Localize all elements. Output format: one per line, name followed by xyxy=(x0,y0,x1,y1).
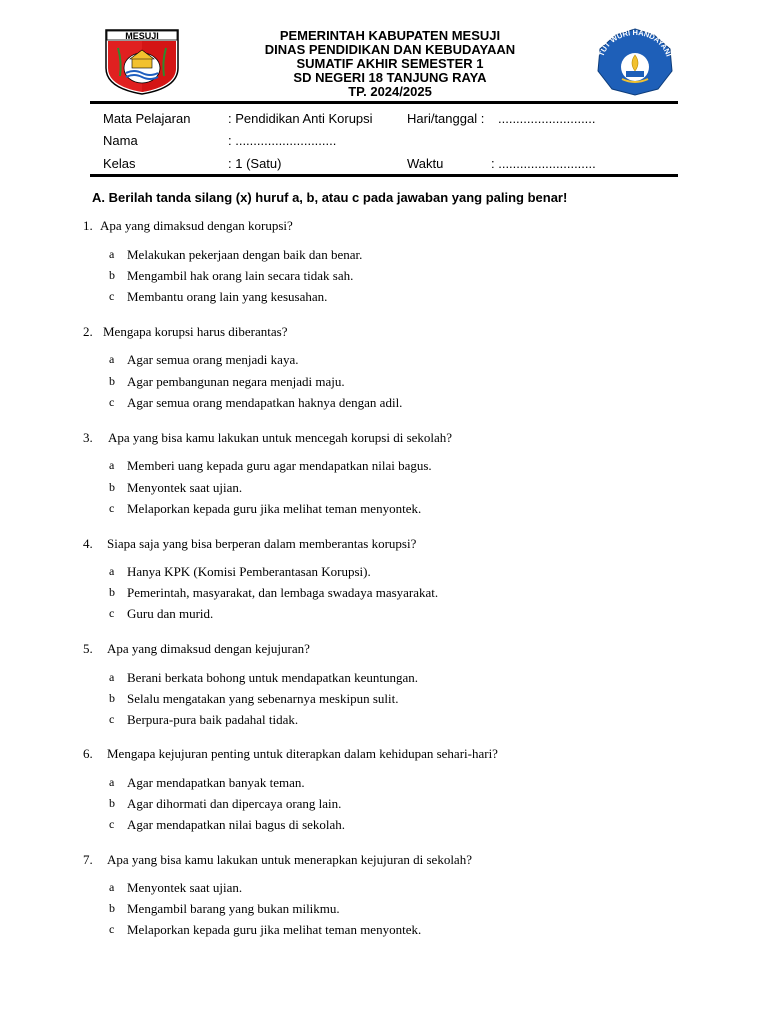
option-letter-b[interactable]: b xyxy=(109,480,115,494)
option-text-a[interactable]: Agar semua orang menjadi kaya. xyxy=(127,352,299,367)
option-letter-c[interactable]: c xyxy=(109,712,115,726)
option-letter-a[interactable]: a xyxy=(109,564,115,578)
option-text-c[interactable]: Membantu orang lain yang kesusahan. xyxy=(127,289,328,304)
header-school-name: SD NEGERI 18 TANJUNG RAYA xyxy=(293,70,487,85)
option-text-b[interactable]: Menyontek saat ujian. xyxy=(127,480,243,495)
date-field[interactable]: ........................... xyxy=(498,111,596,126)
option-letter-b[interactable]: b xyxy=(109,796,115,810)
option-letter-a[interactable]: a xyxy=(109,352,115,366)
name-label: Nama xyxy=(103,133,138,148)
option-text-a[interactable]: Hanya KPK (Komisi Pemberantasan Korupsi). xyxy=(127,564,371,579)
logo-left-text: MESUJI xyxy=(125,31,159,41)
option-letter-a[interactable]: a xyxy=(109,458,115,472)
header-exam-title: SUMATIF AKHIR SEMESTER 1 xyxy=(296,56,484,71)
option-text-b[interactable]: Mengambil hak orang lain secara tidak sah. xyxy=(127,268,354,283)
option-text-a[interactable]: Menyontek saat ujian. xyxy=(127,880,243,895)
option-text-b[interactable]: Selalu mengatakan yang sebenarnya meskipun sulit. xyxy=(127,691,399,706)
option-letter-c[interactable]: c xyxy=(109,922,115,936)
section-instruction: A. Berilah tanda silang (x) huruf a, b, atau c pada jawaban yang paling benar! xyxy=(92,190,568,205)
option-letter-c[interactable]: c xyxy=(109,501,115,515)
tut-wuri-handayani-logo xyxy=(592,27,678,97)
option-text-c[interactable]: Berpura-pura baik padahal tidak. xyxy=(127,712,299,727)
question-number: 7. xyxy=(83,852,93,867)
option-text-a[interactable]: Melakukan pekerjaan dengan baik dan benar. xyxy=(127,247,363,262)
class-value: : 1 (Satu) xyxy=(228,156,282,171)
option-text-b[interactable]: Mengambil barang yang bukan milikmu. xyxy=(127,901,340,916)
header-rule-top xyxy=(90,101,678,104)
option-text-a[interactable]: Memberi uang kepada guru agar mendapatkan nilai bagus. xyxy=(127,458,432,473)
time-label: Waktu xyxy=(407,156,444,171)
option-letter-c[interactable]: c xyxy=(109,395,115,409)
mesuji-regency-logo xyxy=(104,28,180,96)
option-letter-b[interactable]: b xyxy=(109,691,115,705)
question-text: Mengapa korupsi harus diberantas? xyxy=(103,324,288,339)
question-text: Apa yang dimaksud dengan kejujuran? xyxy=(107,641,310,656)
option-text-a[interactable]: Berani berkata bohong untuk mendapatkan keuntungan. xyxy=(127,670,418,685)
option-letter-b[interactable]: b xyxy=(109,901,115,915)
subject-value: : Pendidikan Anti Korupsi xyxy=(228,111,373,126)
option-text-b[interactable]: Agar pembangunan negara menjadi maju. xyxy=(127,374,345,389)
header-department: DINAS PENDIDIKAN DAN KEBUDAYAAN xyxy=(264,42,516,57)
option-text-c[interactable]: Agar semua orang mendapatkan haknya dengan adil. xyxy=(127,395,403,410)
question-text: Mengapa kejujuran penting untuk diterapkan dalam kehidupan sehari-hari? xyxy=(107,746,498,761)
letterhead xyxy=(188,29,592,99)
question-text: Apa yang bisa kamu lakukan untuk mencegah korupsi di sekolah? xyxy=(108,430,453,445)
option-text-c[interactable]: Melaporkan kepada guru jika melihat teman menyontek. xyxy=(127,501,422,516)
option-text-b[interactable]: Pemerintah, masyarakat, dan lembaga swadaya masyarakat. xyxy=(127,585,439,600)
question-number: 1. xyxy=(83,218,93,233)
option-letter-c[interactable]: c xyxy=(109,817,115,831)
option-letter-a[interactable]: a xyxy=(109,775,115,789)
header-school-year: TP. 2024/2025 xyxy=(348,84,432,99)
question-text: Apa yang dimaksud dengan korupsi? xyxy=(100,218,293,233)
question-number: 2. xyxy=(83,324,93,339)
question-text: Siapa saja yang bisa berperan dalam memberantas korupsi? xyxy=(107,536,417,551)
name-field[interactable]: : ............................ xyxy=(228,133,337,148)
class-label: Kelas xyxy=(103,156,136,171)
date-label: Hari/tanggal : xyxy=(407,111,485,126)
question-number: 4. xyxy=(83,536,93,551)
option-text-a[interactable]: Agar mendapatkan banyak teman. xyxy=(127,775,305,790)
question-number: 6. xyxy=(83,746,93,761)
question-number: 5. xyxy=(83,641,93,656)
header-government: PEMERINTAH KABUPATEN MESUJI xyxy=(279,28,501,43)
option-text-c[interactable]: Guru dan murid. xyxy=(127,606,214,621)
option-letter-a[interactable]: a xyxy=(109,880,115,894)
option-text-b[interactable]: Agar dihormati dan dipercaya orang lain. xyxy=(127,796,342,811)
logo-right-text: TUT WURI HANDAYANI xyxy=(596,27,674,58)
subject-label: Mata Pelajaran xyxy=(103,111,191,126)
option-letter-c[interactable]: c xyxy=(109,606,115,620)
option-letter-a[interactable]: a xyxy=(109,670,115,684)
option-letter-a[interactable]: a xyxy=(109,247,115,261)
question-number: 3. xyxy=(83,430,93,445)
option-letter-c[interactable]: c xyxy=(109,289,115,303)
option-letter-b[interactable]: b xyxy=(109,268,115,282)
header-rule-bottom xyxy=(90,174,678,177)
option-letter-b[interactable]: b xyxy=(109,585,115,599)
question-text: Apa yang bisa kamu lakukan untuk menerapkan kejujuran di sekolah? xyxy=(107,852,472,867)
option-letter-b[interactable]: b xyxy=(109,374,115,388)
time-field[interactable]: : ........................... xyxy=(491,156,596,171)
option-text-c[interactable]: Melaporkan kepada guru jika melihat teman menyontek. xyxy=(127,922,422,937)
option-text-c[interactable]: Agar mendapatkan nilai bagus di sekolah. xyxy=(127,817,346,832)
